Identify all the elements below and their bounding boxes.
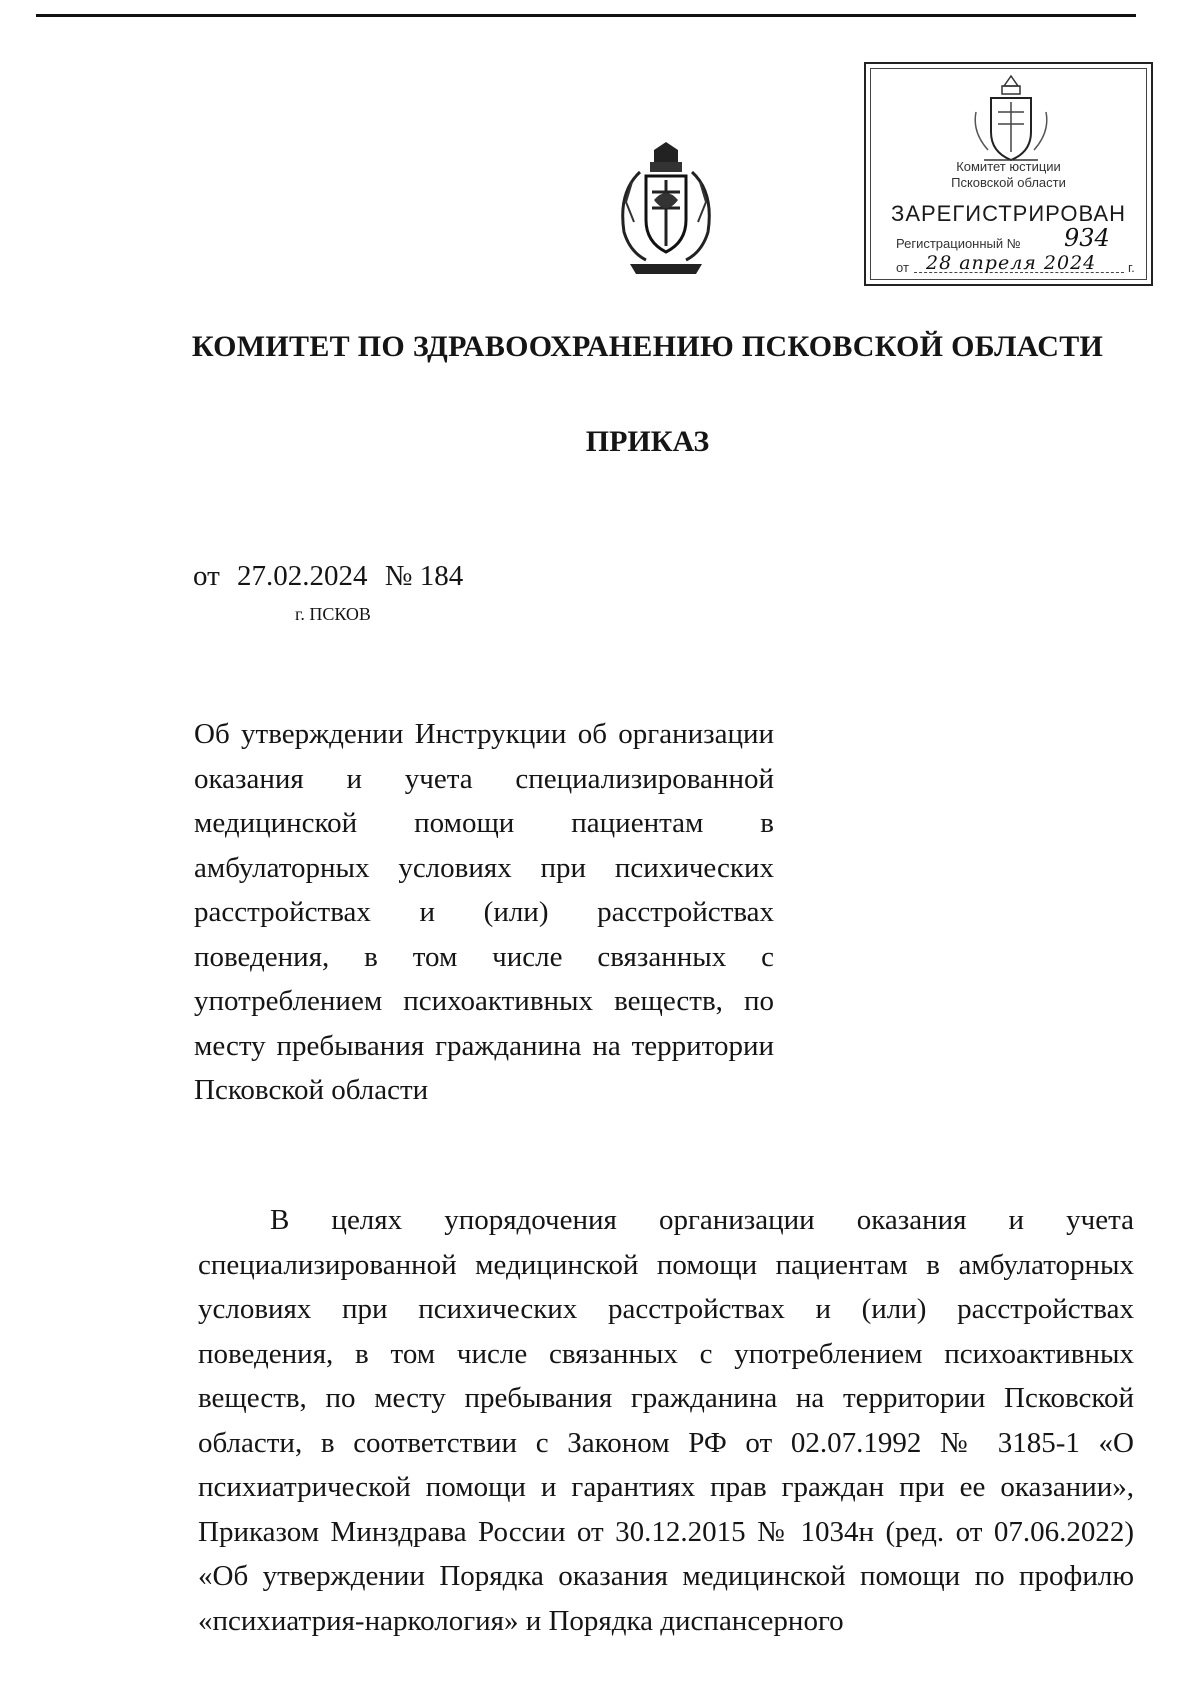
- stamp-reg-label: Регистрационный №: [896, 236, 1021, 251]
- order-date-line: [193, 560, 473, 593]
- preamble-paragraph: В целях упорядочения организации оказания и учета специализированной медицинской помощи пациентам в амбулаторных условиях при психических расстройствах и (или) расстройствах поведения, в том числе связанных с употреблением психоактивных веществ, по месту пребывания гражданина на территории Псковской области, в соответствии с Законом РФ от 02.07.1992 № 3185-1 «О психиатрической помощи и гарантиях прав граждан при ее оказании», Приказом Минздрава России от 30.12.2015 № 1034н (ред. от 07.06.2022) «Об утверждении Порядка оказания медицинской помощи по профилю «психиатрия-наркология» и Порядка диспансерного: [198, 1204, 1134, 1637]
- city: г. ПСКОВ: [295, 604, 371, 624]
- stamp-status: ЗАРЕГИСТРИРОВАН: [891, 201, 1126, 226]
- stamp-committee-line2: Псковской области: [951, 175, 1066, 190]
- order-number: № 184: [384, 560, 464, 592]
- stamp-committee-text: [866, 159, 1151, 191]
- stamp-date-prefix: от: [896, 260, 909, 275]
- top-border-line: [36, 14, 1136, 17]
- registration-stamp: [864, 62, 1153, 286]
- stamp-coat-of-arms-icon: [966, 72, 1056, 172]
- stamp-date-suffix: г.: [1128, 260, 1135, 275]
- document-type: ПРИКАЗ: [585, 425, 710, 458]
- stamp-committee-line1: Комитет юстиции: [956, 159, 1061, 174]
- date-prefix: от: [193, 560, 220, 592]
- coat-of-arms-icon: [606, 142, 726, 282]
- stamp-date-handwritten: 28 апреля 2024: [926, 252, 1097, 274]
- stamp-reg-number: 934: [1064, 224, 1110, 252]
- stamp-date-line: [896, 252, 1135, 275]
- order-subject: Об утверждении Инструкции об организации оказания и учета специализированной медицинской помощи пациентам в амбулаторных условиях при психических расстройствах и (или) расстройствах поведения, в том числе связанных с употреблением психоактивных веществ, по месту пребывания гражданина на территории Псковской области: [194, 718, 774, 1106]
- order-date: 27.02.2024: [237, 560, 368, 592]
- organization-title: КОМИТЕТ ПО ЗДРАВООХРАНЕНИЮ ПСКОВСКОЙ ОБЛАСТИ: [191, 330, 1104, 363]
